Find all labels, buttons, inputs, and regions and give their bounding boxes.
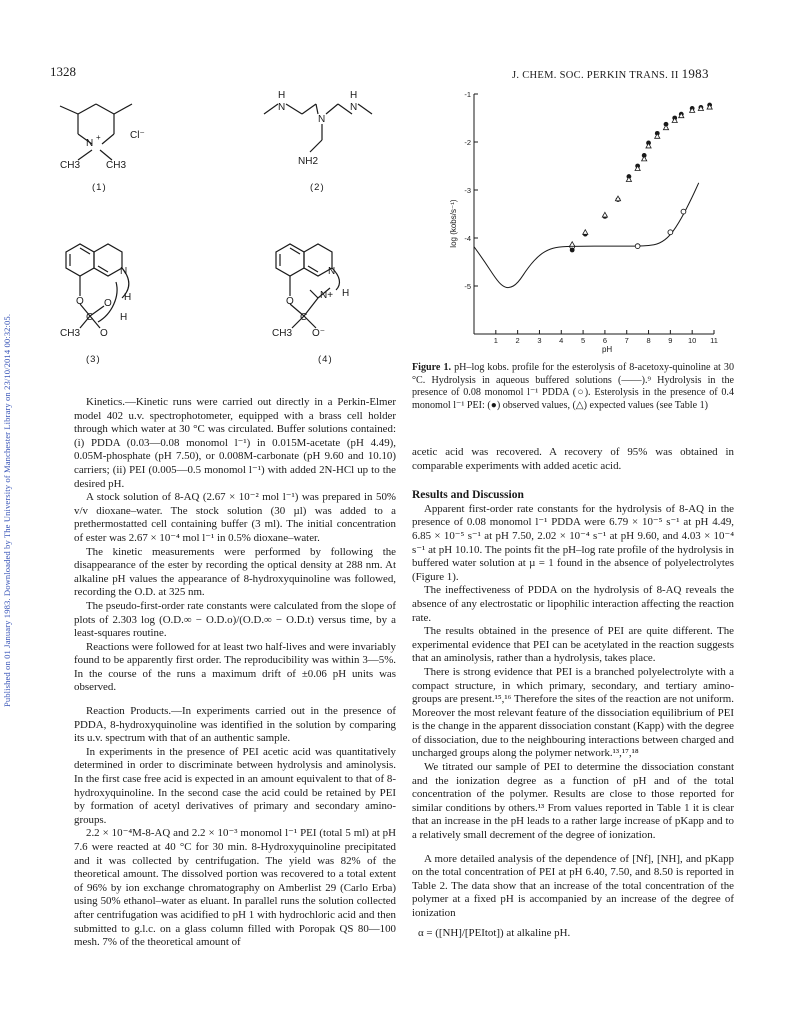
chart-y-tick-label: -3 (464, 186, 471, 195)
chart-y-tick-label: -2 (464, 138, 471, 147)
chemical-structures (46, 84, 406, 374)
atom-o: O (100, 328, 108, 339)
atom-h: H (350, 90, 358, 101)
atom-o-minus: O⁻ (312, 328, 326, 339)
chart-x-tick-label: 3 (537, 336, 542, 345)
atom-o: O (286, 296, 294, 307)
atom-plus: + (96, 133, 101, 142)
chart-point-open-triangle (570, 242, 575, 247)
ph-rate-profile-chart (432, 84, 732, 354)
atom-n: N (278, 102, 286, 113)
chart-y-axis-label: log (kobs/s⁻¹) (449, 199, 458, 248)
chart-x-tick-label: 10 (688, 336, 697, 345)
chart-point-filled-circle (570, 248, 575, 253)
paragraph: The kinetic measurements were performed by following the disappearance of the ester by recording the optical density at 288 nm. At alkaline pH values the appearance of 8-hydroxyquinoline was followed, recording the O.D. at 325 nm. (74, 545, 396, 599)
equation: α = ([NH]/[PEItot]) at alkaline pH. (418, 926, 571, 939)
chart-y-tick-label: -1 (464, 90, 471, 99)
paragraph: We titrated our sample of PEI to determine the dissociation constant and the ionization degree as a function of pH and of the total concentration of the polymer. Results are close to those reported for similar conditions by others.¹³ From values reported in Table 1 it is clear that an increase in the pH leads to a rather large increase of pKapp and to a relatively small decrement of the degree of ionization. (412, 761, 734, 842)
chart-x-tick-label: 7 (624, 336, 629, 345)
paragraph: Apparent first-order rate constants for the hydrolysis of 8-AQ in the presence of 0.08 monomol l⁻¹ PDDA were 6.79 × 10⁻⁵ s⁻¹ at pH 4.49, 6.85 × 10⁻⁵ s⁻¹ at pH 7.50, 2.02 × 10⁻⁴ s⁻¹ at pH 9.60, and 4.03 × 10⁻⁴ s⁻¹ at pH 10.10. The points fit the pH–log rate profile of the hydrolysis in buffered water solution at µ = 1 found in the absence of polyelectrolytes (Figure 1). (412, 502, 734, 583)
chart-point-open-circle (635, 244, 640, 249)
chart-y-tick-label: -4 (464, 234, 471, 243)
atom-h: H (120, 312, 128, 323)
left-column (74, 396, 396, 950)
chart-x-tick-label: 2 (515, 336, 520, 345)
chart-x-tick-label: 1 (493, 336, 498, 345)
atom-ch3: CH3 (60, 328, 81, 339)
structure-label-1: (1) (92, 182, 107, 193)
journal-year: 1983 (681, 66, 709, 81)
chart-x-tick-label: 11 (710, 336, 718, 345)
atom-cl: Cl⁻ (130, 130, 145, 141)
section-heading: Results and Discussion (412, 489, 524, 502)
atom-c: C (300, 312, 308, 323)
figure-caption-text: pH–log kobs. profile for the esterolysis of 8-acetoxy-quinoline at 30 °C. Hydrolysis in aqueous buffered solutions (——).⁹ Hydrolysis in the presence of 0.08 monomol l⁻¹ PDDA (○). Esterolysis in the presence of 0.4 monomol l⁻¹ PEI: (●) observed values, (△) expected values (see Table 1) (412, 362, 734, 411)
right-column (412, 446, 734, 940)
figure-label: Figure 1. (412, 362, 452, 373)
atom-o: O (104, 298, 112, 309)
chart-x-axis-label: pH (601, 345, 613, 354)
atom-n: N (350, 102, 358, 113)
structure-label-3: (3) (86, 354, 101, 365)
paragraph: A stock solution of 8-AQ (2.67 × 10⁻² mol l⁻¹) was prepared in 50% v/v dioxane–water. The stock solution (30 µl) was added to a prethermostatted cell containing buffer (3 ml). The initial concentration of ester was 2.67 × 10⁻⁴ mol l⁻¹ in 0.5% dioxane–water. (74, 491, 396, 544)
atom-ch3: CH3 (106, 160, 127, 171)
atom-o: O (76, 296, 84, 307)
page-number: 1328 (50, 64, 76, 79)
figure-caption (412, 362, 734, 412)
paragraph: acetic acid was recovered. A recovery of 95% was obtained in comparable experiments with added acetic acid. (412, 446, 734, 472)
chart-x-tick-label: 9 (668, 336, 673, 345)
paragraph: A more detailed analysis of the dependence of [Nf], [NH], and pKapp on the total concentration of PEI at pH 6.40, 7.50, and 8.50 is reported in Table 2. The data show that an increase of the total concentration of the polymer at a fixed pH is accompanied by an increase of the degree of ionization (412, 852, 734, 919)
atom-ch3: CH3 (60, 160, 81, 171)
chart-x-tick-label: 4 (559, 336, 564, 345)
chart-y-tick-label: -5 (464, 282, 471, 291)
atom-nplus: N+ (320, 290, 334, 301)
atom-h: H (124, 292, 132, 303)
atom-h: H (278, 90, 286, 101)
chart-point-open-circle (668, 230, 673, 235)
chart-point-open-triangle (602, 212, 607, 217)
atom-c: C (86, 312, 94, 323)
structure-label-2: (2) (310, 182, 325, 193)
atom-n: N (328, 266, 336, 277)
chart-x-tick-label: 6 (602, 336, 607, 345)
atom-n: N (318, 114, 326, 125)
paragraph: In experiments in the presence of PEI acetic acid was quantitatively determined in order to discriminate between hydrolysis and aminolysis. In the first case free acid is expected in an amount equivalent to that of 8-hydroxyquinoline. In the second case the acid could be retained by PEI by formation of acetyl derivatives of primary and secondary amino-groups. (74, 745, 396, 826)
paragraph: Kinetics.—Kinetic runs were carried out directly in a Perkin-Elmer model 402 u.v. spectrophotometer, equipped with a brass cell holder through which water at 30 °C was circulated. Buffer solutions contained: (i) PDDA (0.03—0.08 monomol l⁻¹) in 0.015M-acetate (pH 4.49), 0.05M-phosphate (pH 7.50), or 0.008M-carbonate (pH 9.60 and 10.10) carriers; (ii) PEI (0.005—0.5 monomol l⁻¹) with added 2N-HCl up to the desired pH. (74, 396, 396, 490)
paragraph: Reaction Products.—In experiments carried out in the presence of PDDA, 8-hydroxyquinoline was identified in the solution by comparing its u.v. spectrum with that of an authentic sample. (74, 705, 396, 745)
paragraph: The ineffectiveness of PDDA on the hydrolysis of 8-AQ reveals the absence of any electrostatic or lipophilic interaction affecting the reaction rate. (412, 584, 734, 624)
structure-label-4: (4) (318, 354, 333, 365)
atom-ch3: CH3 (272, 328, 293, 339)
journal-header (512, 66, 709, 82)
atom-nh2: NH2 (298, 156, 319, 167)
atom-n: N (120, 266, 128, 277)
paragraph: Reactions were followed for at least two half-lives and were invariably found to be apparently first order. The reproducibility was within 3—5%. In the course of the runs a maximum drift of ±0.06 pH units was observed. (74, 640, 396, 694)
chart-point-open-circle (681, 209, 686, 214)
provenance-sidebar: Published on 01 January 1983. Downloaded by The University of Manchester Library on 23/10/2014 00:32:05. (2, 313, 12, 707)
paragraph: The results obtained in the presence of PEI are quite different. The experimental evidence that PEI can be acetylated in the reaction suggests that an aminolysis, rather than a hydrolysis, takes place. (412, 625, 734, 665)
chart-x-tick-label: 5 (581, 336, 586, 345)
chart-x-tick-label: 8 (646, 336, 651, 345)
paragraph: The pseudo-first-order rate constants were calculated from the slope of plots of 2.303 log (O.D.∞ − O.D.o)/(O.D.∞ − O.D.t) versus time, by a least-squares routine. (74, 599, 396, 640)
atom-h: H (342, 288, 350, 299)
paragraph: 2.2 × 10⁻⁴M-8-AQ and 2.2 × 10⁻³ monomol l⁻¹ PEI (total 5 ml) at pH 7.6 were reacted at 40 °C for 30 min. 8-Hydroxyquinoline precipitated and it was collected by centrifugation. The yield was 82% of the theoretical amount. The dissolved portion was recovered to a total extent of 96% by ion exchange chromatography on Amberlist 29 (Carlo Erba) using 50% ethanol–water as eluant. In parallel runs the solution collected after centrifugation was acidified to pH 1 with hydrochloric acid and then submitted to g.l.c. on a glass column filled with Poropak QS 80—100 mesh. 7% of the theoretical amount of (74, 827, 396, 949)
atom-n: N (86, 138, 94, 149)
journal-name: J. CHEM. SOC. PERKIN TRANS. II (512, 70, 679, 81)
paragraph: There is strong evidence that PEI is a branched polyelectrolyte with a compact structure, in which primary, secondary, and tertiary amino-groups are present.¹⁵,¹⁶ Therefore the sites of the reaction are not uniform. Moreover the most relevant feature of the dissociation equilibrium of PEI is the change in the apparent dissociation constant (Kapp) with the degree of dissociation, due to the neighbouring interactions between charged and uncharged groups along the polymer network.¹³,¹⁷,¹⁸ (412, 665, 734, 760)
chart-point-open-triangle (583, 230, 588, 235)
